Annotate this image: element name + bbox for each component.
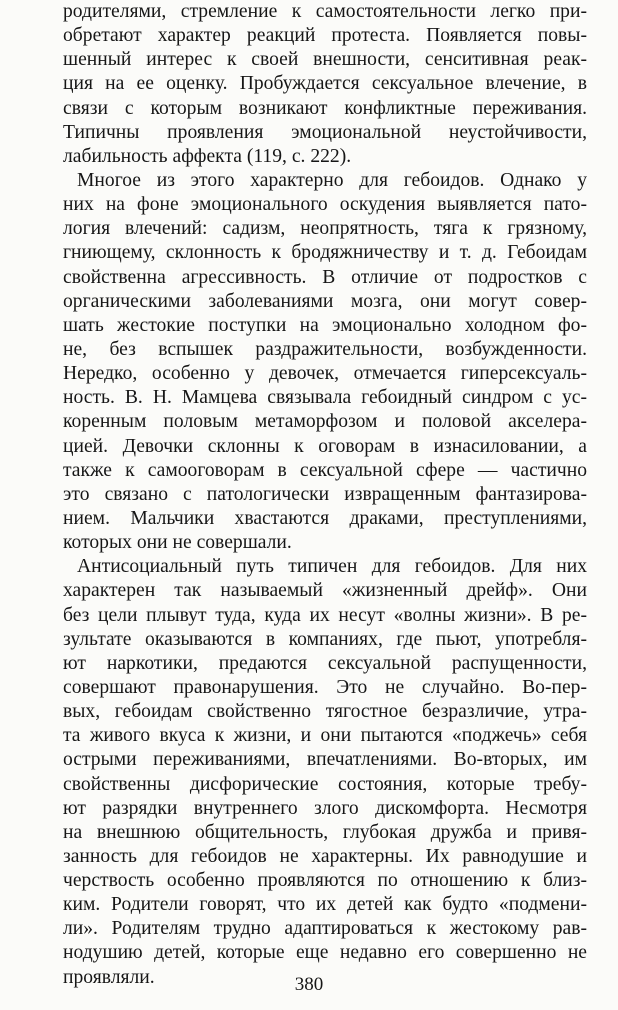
text-line: зультате оказываются в компаниях, где пьют, употребля- xyxy=(63,628,587,650)
text-line: гниющему, склонность к бродяжничеству и т. д. Гебоидам xyxy=(63,242,587,264)
text-line: лабильность аффекта (119, с. 222). xyxy=(63,145,352,167)
text-line: также к самооговорам в сексуальной сфере — частично xyxy=(63,459,587,481)
text-line: ют разрядки внутреннего злого дискомфорта. Несмотря xyxy=(63,797,587,819)
text-line: нодушию детей, которые еще недавно его совершенно не xyxy=(63,942,587,964)
text-line: ция на ее оценку. Пробуждается сексуальное влечение, в xyxy=(63,73,587,95)
text-line: органическими заболеваниями мозга, они могут совер- xyxy=(63,290,587,312)
text-line: родителями, стремление к самостоятельности легко при- xyxy=(63,1,587,22)
body-text xyxy=(63,0,587,990)
text-line: нием. Мальчики хвастаются драками, преступлениями, xyxy=(63,507,587,529)
text-line: это связано с патологически извращенным фантазирова- xyxy=(63,483,587,505)
paragraph xyxy=(63,169,587,555)
page-number: 380 xyxy=(294,974,324,995)
text-line: характерен так называемый «жизненный дрейф». Они xyxy=(63,580,587,602)
text-line: связи с которым возникают конфликтные переживания. xyxy=(63,97,587,119)
text-line: не, без вспышек раздражительности, возбужденности. xyxy=(63,338,587,360)
text-line: свойственны дисфорические состояния, которые требу- xyxy=(63,773,587,795)
text-line: цией. Девочки склонны к оговорам в изнасиловании, а xyxy=(63,435,587,457)
text-line: без цели плывут туда, куда их несут «волны жизни». В ре- xyxy=(63,604,587,626)
text-line: свойственна агрессивность. В отличие от подростков с xyxy=(63,266,587,288)
paragraph xyxy=(63,0,587,169)
text-line: коренным половым метаморфозом и половой акселера- xyxy=(63,411,587,433)
text-line: острыми переживаниями, впечатлениями. Во-вторых, им xyxy=(63,749,587,771)
text-line: логия влечений: садизм, неопрятность, тяга к грязному, xyxy=(63,218,587,240)
text-line: черствость особенно проявляются по отношению к близ- xyxy=(63,870,587,892)
text-line: ность. В. Н. Мамцева связывала гебоидный синдром с ус- xyxy=(63,387,587,409)
text-line: них на фоне эмоционального оскудения выявляется пато- xyxy=(63,194,587,216)
text-line: ли». Родителям трудно адаптироваться к жестокому рав- xyxy=(63,918,587,940)
text-line: которых они не совершали. xyxy=(63,532,292,554)
text-line: вых, гебоидам свойственно тягостное безразличие, утра- xyxy=(63,701,587,723)
text-line: та живого вкуса к жизни, и они пытаются «поджечь» себя xyxy=(63,725,587,747)
text-line: обретают характер реакций протеста. Появляется повы- xyxy=(63,25,587,47)
text-line: совершают правонарушения. Это не случайно. Во-пер- xyxy=(63,676,587,698)
text-line: занность для гебоидов не характерны. Их равнодушие и xyxy=(63,845,587,867)
paragraph xyxy=(63,555,587,990)
text-line: Типичны проявления эмоциональной неустойчивости, xyxy=(63,121,587,143)
text-line: ют наркотики, предаются сексуальной распущенности, xyxy=(63,652,587,674)
text-line: на внешнюю общительность, глубокая дружба и привя- xyxy=(63,821,587,843)
text-line: проявляли. xyxy=(63,966,155,988)
text-line: шать жестокие поступки на эмоционально холодном фо- xyxy=(63,314,587,336)
text-line: ким. Родители говорят, что их детей как будто «подмени- xyxy=(63,894,587,916)
text-line: шенный интерес к своей внешности, сенситивная реак- xyxy=(63,49,587,71)
text-line: Нередко, особенно у девочек, отмечается гиперсексуаль- xyxy=(63,363,587,385)
text-line: Антисоциальный путь типичен для гебоидов. Для них xyxy=(77,556,587,578)
text-line: Многое из этого характерно для гебоидов. Однако у xyxy=(77,169,587,191)
